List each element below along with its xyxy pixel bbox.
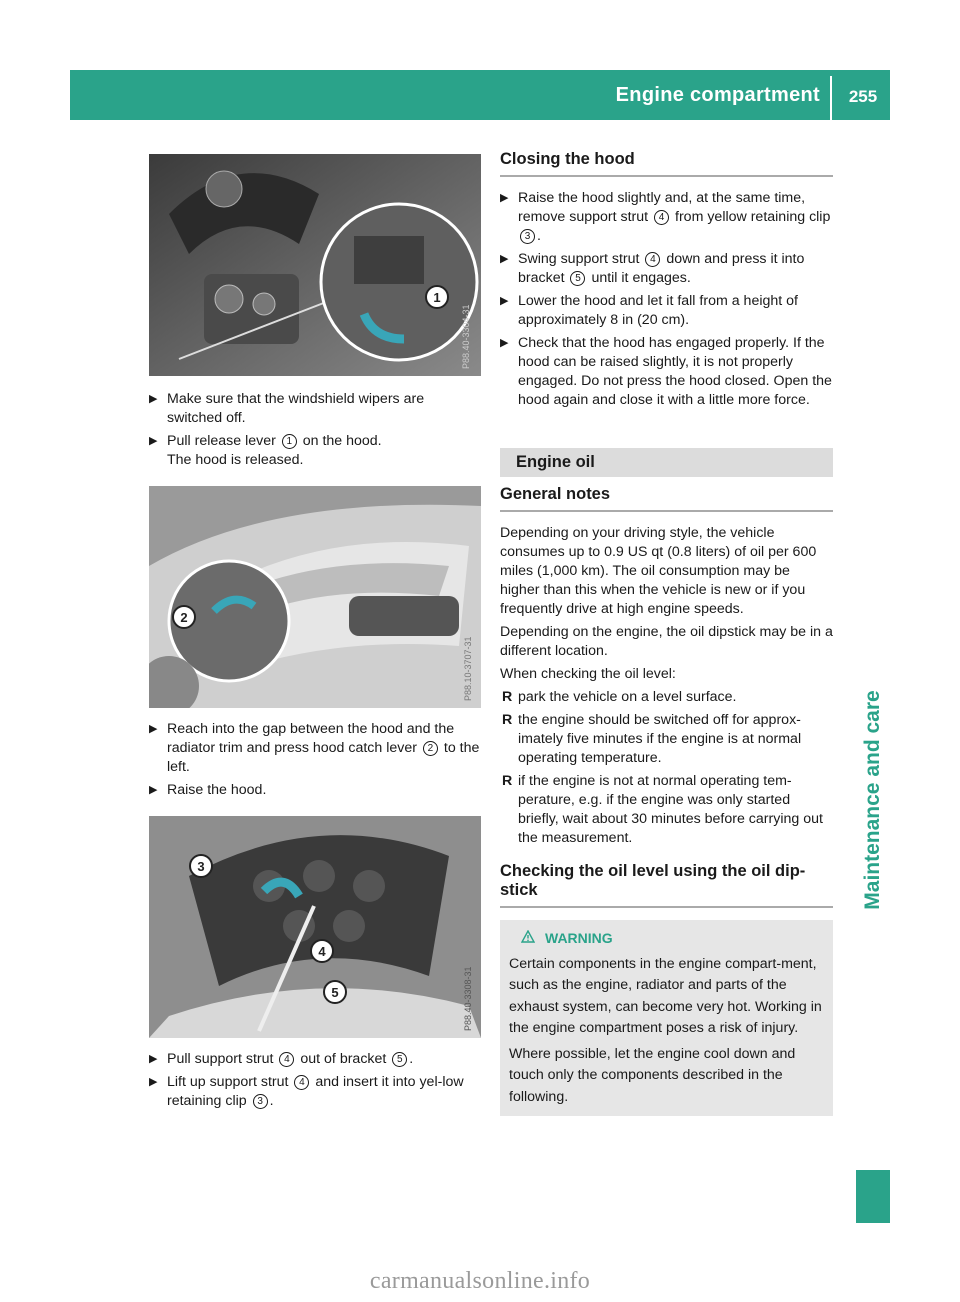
heading-closing-hood: Closing the hood	[500, 150, 833, 177]
side-tab-label: Maintenance and care	[861, 690, 884, 910]
step-wipers: ▶ Make sure that the windshield wipers are switched off.	[149, 391, 425, 426]
step-arrow-icon: ▶	[149, 393, 158, 405]
photo-support-strut	[149, 816, 481, 1038]
photo-code: P88.40-3304-31	[461, 304, 471, 369]
left-column	[149, 154, 481, 1115]
warning-triangle-icon	[521, 928, 535, 950]
step-arrow-icon: ▶	[149, 784, 158, 796]
bullet-icon: R	[502, 712, 513, 728]
callout-ref-2: 2	[423, 741, 438, 756]
callout-5: 5	[331, 985, 339, 1000]
callout-ref-1: 1	[282, 434, 297, 449]
heading-general-notes: General notes	[500, 485, 833, 512]
photo-code: P88.10-3707-31	[463, 636, 473, 701]
step-arrow-icon: ▶	[149, 435, 158, 447]
step-pull-lever: ▶ Pull release lever 1 on the hood. The hood is released.	[149, 433, 382, 468]
callout-1: 1	[433, 290, 441, 305]
paragraph-consumption: Depending on your driving style, the vehicle consumes up to 0.9 US qt (0.8 liters) of oil per 600 miles (1,000 km). The oil consumption may be higher than this when the vehicle is new or if you frequently drive at high engine speeds.	[500, 525, 817, 617]
page-header	[70, 70, 890, 120]
warning-title: WARNING	[545, 930, 613, 946]
list-item: R park the vehicle on a level surface.	[502, 689, 737, 705]
step-arrow-icon: ▶	[149, 1053, 158, 1065]
callout-3: 3	[197, 859, 205, 874]
step-pull-strut: ▶ Pull support strut 4 out of bracket 5 .	[149, 1051, 414, 1067]
list-item: R the engine should be switched off for approx-imately five minutes if the engine is at normal operating temperature.	[502, 712, 802, 766]
step-arrow-icon: ▶	[149, 723, 158, 735]
step-remove-strut: ▶ Raise the hood slightly and, at the same time, remove support strut 4 from yellow retaining clip 3 .	[500, 190, 831, 244]
right-column	[500, 150, 833, 1116]
header-divider	[830, 76, 832, 120]
heading-checking-oil: Checking the oil level using the oil dip-stick	[500, 862, 833, 908]
paragraph-when-checking: When checking the oil level:	[500, 666, 676, 682]
watermark: carmanualsonline.info	[369, 1268, 591, 1294]
step-raise-hood: ▶ Raise the hood.	[149, 782, 267, 798]
callout-2: 2	[180, 610, 188, 625]
photo-hood-catch	[149, 486, 481, 708]
warning-header	[509, 928, 825, 950]
step-arrow-icon: ▶	[500, 337, 509, 349]
callout-4: 4	[318, 944, 326, 959]
chapter-title: Engine compartment	[615, 84, 820, 106]
warning-box	[500, 920, 833, 1116]
list-item: R if the engine is not at normal operating tem-perature, e.g. if the engine was only started briefly, wait about 30 minutes before carrying out the measurement.	[502, 773, 823, 846]
step-arrow-icon: ▶	[500, 295, 509, 307]
side-tab	[858, 120, 888, 1220]
step-arrow-icon: ▶	[500, 253, 509, 265]
warning-text-1: Certain components in the engine compart-ment, such as the engine, radiator and parts of the exhaust system, can become very hot. Working in the engine compartment poses a risk of injury.	[509, 955, 822, 1036]
result-text: The hood is released.	[167, 452, 304, 468]
step-check-hood: ▶ Check that the hood has engaged properly. If the hood can be raised slightly, it is not properly engaged. Do not press the hood closed. Open the hood again and close it with a little more force.	[500, 335, 832, 408]
bullet-icon: R	[502, 773, 513, 789]
photo-code: P88.40-3308-31	[463, 966, 473, 1031]
warning-text-2: Where possible, let the engine cool down and touch only the components described in the following.	[509, 1045, 796, 1105]
step-arrow-icon: ▶	[500, 192, 509, 204]
page-number: 255	[848, 87, 878, 106]
step-lift-strut: ▶ Lift up support strut 4 and insert it into yel-low retaining clip 3 .	[149, 1074, 464, 1109]
side-tab-block	[856, 1170, 890, 1223]
section-engine-oil: Engine oil	[500, 448, 833, 477]
paragraph-dipstick: Depending on the engine, the oil dipstick may be in a different location.	[500, 624, 833, 659]
step-arrow-icon: ▶	[149, 1076, 158, 1088]
step-lower-hood: ▶ Lower the hood and let it fall from a height of approximately 8 in (20 cm).	[500, 293, 798, 328]
step-swing-strut: ▶ Swing support strut 4 down and press it into bracket 5 until it engages.	[500, 251, 805, 286]
step-press-catch: ▶ Reach into the gap between the hood and the radiator trim and press hood catch lever 2 to the left.	[149, 721, 480, 775]
bullet-icon: R	[502, 689, 513, 705]
photo-release-lever	[149, 154, 481, 376]
